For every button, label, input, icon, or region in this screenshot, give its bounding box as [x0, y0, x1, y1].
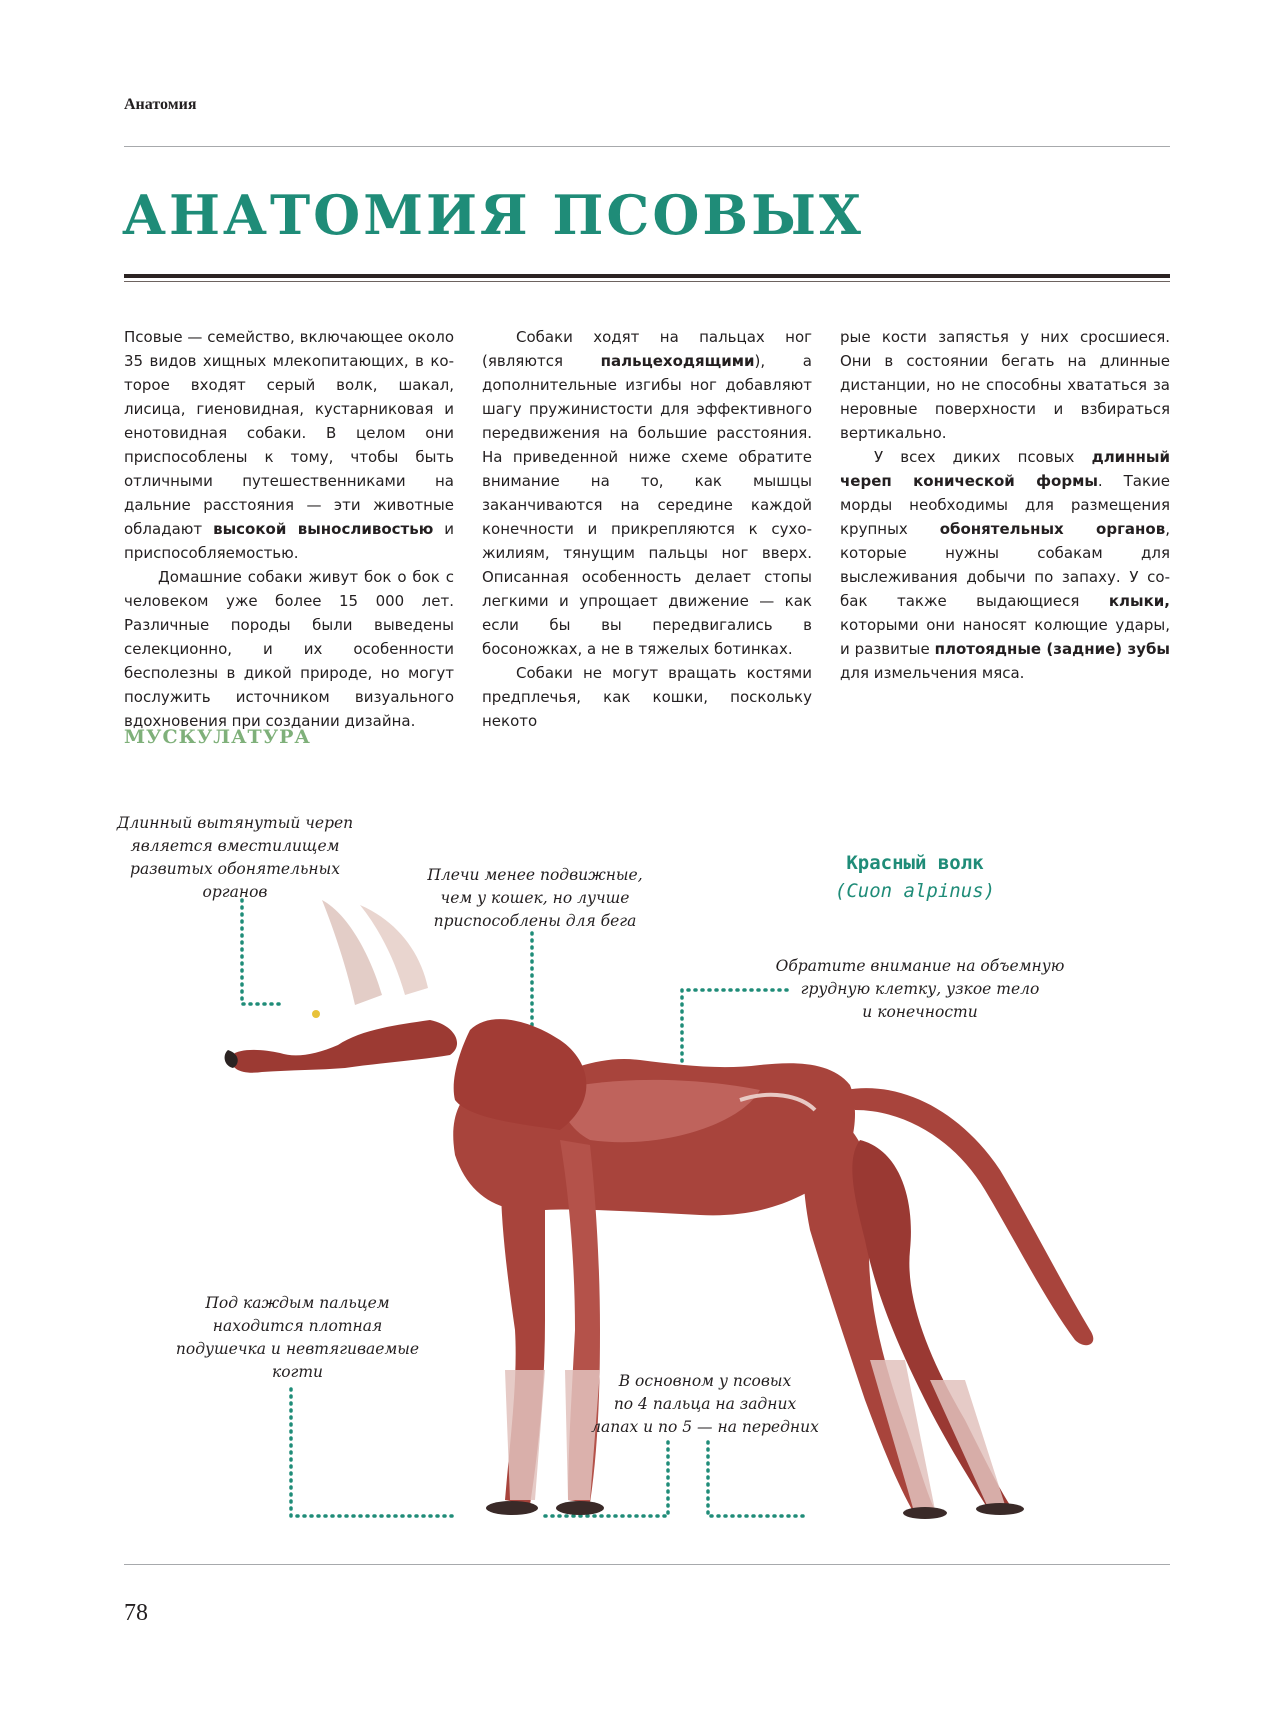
running-head: Анатомия — [124, 96, 197, 113]
annotation-chest: Обратите внимание на объемную грудную клетку, узкое тело и конечности — [775, 957, 1065, 1021]
text-run: . Такие морды необходимы для размещения крупных — [840, 472, 1170, 538]
page-number: 78 — [124, 1600, 148, 1626]
text-run: У всех диких псовых — [874, 448, 1092, 466]
bold-term: обонятельных органов — [939, 520, 1166, 538]
page-title: АНАТОМИЯ ПСОВЫХ — [122, 183, 864, 247]
annotation-skull: Длинный вытянутый череп является вместилищем развитых обонятельных органов — [116, 814, 354, 901]
species-latin: (Cuon alpinus) — [834, 880, 996, 902]
text-run: ), а дополнительные изгибы ног добавляют шагу пружинистости для эффективного передвижения на большие расстояния. На приведенной ниже схеме обратите внимание на то, как мышцы заканчиваются на середине каждой конечности и прикрепляются к сухожилиям, тянущим пальцы ног вверх. Описанная особенность делает стопы легкими и упрощает движение — как если бы вы передвигались в босоножках, а не в тяжелых ботинках. — [482, 352, 812, 658]
bold-term: клыки, — [1108, 592, 1170, 610]
hind-paw-left — [976, 1503, 1024, 1515]
hind-paw-right — [903, 1507, 947, 1519]
annotation-shoulders: Плечи менее подвижные, чем у кошек, но лучше приспособлены для бега — [427, 866, 643, 930]
bold-term: пальцеходящими — [600, 352, 755, 370]
paws-leader — [291, 1389, 452, 1516]
bold-term: плотоядные (задние) зубы — [934, 640, 1170, 658]
skull-leader — [242, 900, 282, 1004]
head — [231, 1020, 457, 1073]
text-run: рые кости запястья у них сросшиеся. Они в состоянии бегать на длинные дистанции, но не способны хвататься за неровные поверхности и взбираться вертикально. — [840, 328, 1170, 442]
species-name: Красный волк — [846, 852, 984, 874]
front-paw-right — [556, 1501, 604, 1515]
text-run: Псовые — семейство, включающее около 35 видов хищных млекопитающих, в которое входят серый волк, шакал, лисица, гиеновидная, кустарниковая и енотовидная собаки. В целом они приспособлены к тому, чтобы быть отличными путешественниками на дальние расстояния — эти животные обладают — [124, 328, 454, 538]
eye — [312, 1010, 320, 1018]
annotation-toes: В основном у псовых по 4 пальца на задних лапах и по 5 — на передних — [591, 1372, 819, 1436]
hindleg-tendon-2 — [930, 1380, 1005, 1512]
text-run: для измельчения мяса. — [840, 664, 1025, 682]
text-run: Домашние собаки живут бок о бок с человеком уже более 15 000 лет. Различные породы были выведены селекционно, и их особенности бесполезны в дикой природе, но могут послужить источником визуального вдохновения при создании дизайна. — [124, 568, 454, 730]
text-run: и приспособляемостью. — [124, 520, 454, 562]
text-run: , которые нужны собакам для выслеживания добычи по запаху. У собак также выдающиеся — [840, 520, 1170, 610]
text-run: Собаки ходят на пальцах ног (являются — [482, 328, 812, 370]
bold-term: высокой выносливостью — [213, 520, 434, 538]
footer-rule — [124, 1564, 1170, 1565]
text-run: Собаки не могут вращать костями предплечья, как кошки, поскольку некото — [482, 664, 812, 730]
toes-leader-right — [708, 1442, 808, 1516]
foreleg-tendon — [505, 1370, 545, 1500]
text-run: которыми они наносят колющие удары, и развитые — [840, 616, 1170, 658]
section-heading: МУСКУЛАТУРА — [124, 726, 311, 748]
bold-term: длинный череп конической формы — [840, 448, 1170, 490]
front-paw-left — [486, 1501, 538, 1515]
annotation-paws: Под каждым пальцем находится плотная подушечка и невтягиваемые когти — [175, 1294, 420, 1381]
